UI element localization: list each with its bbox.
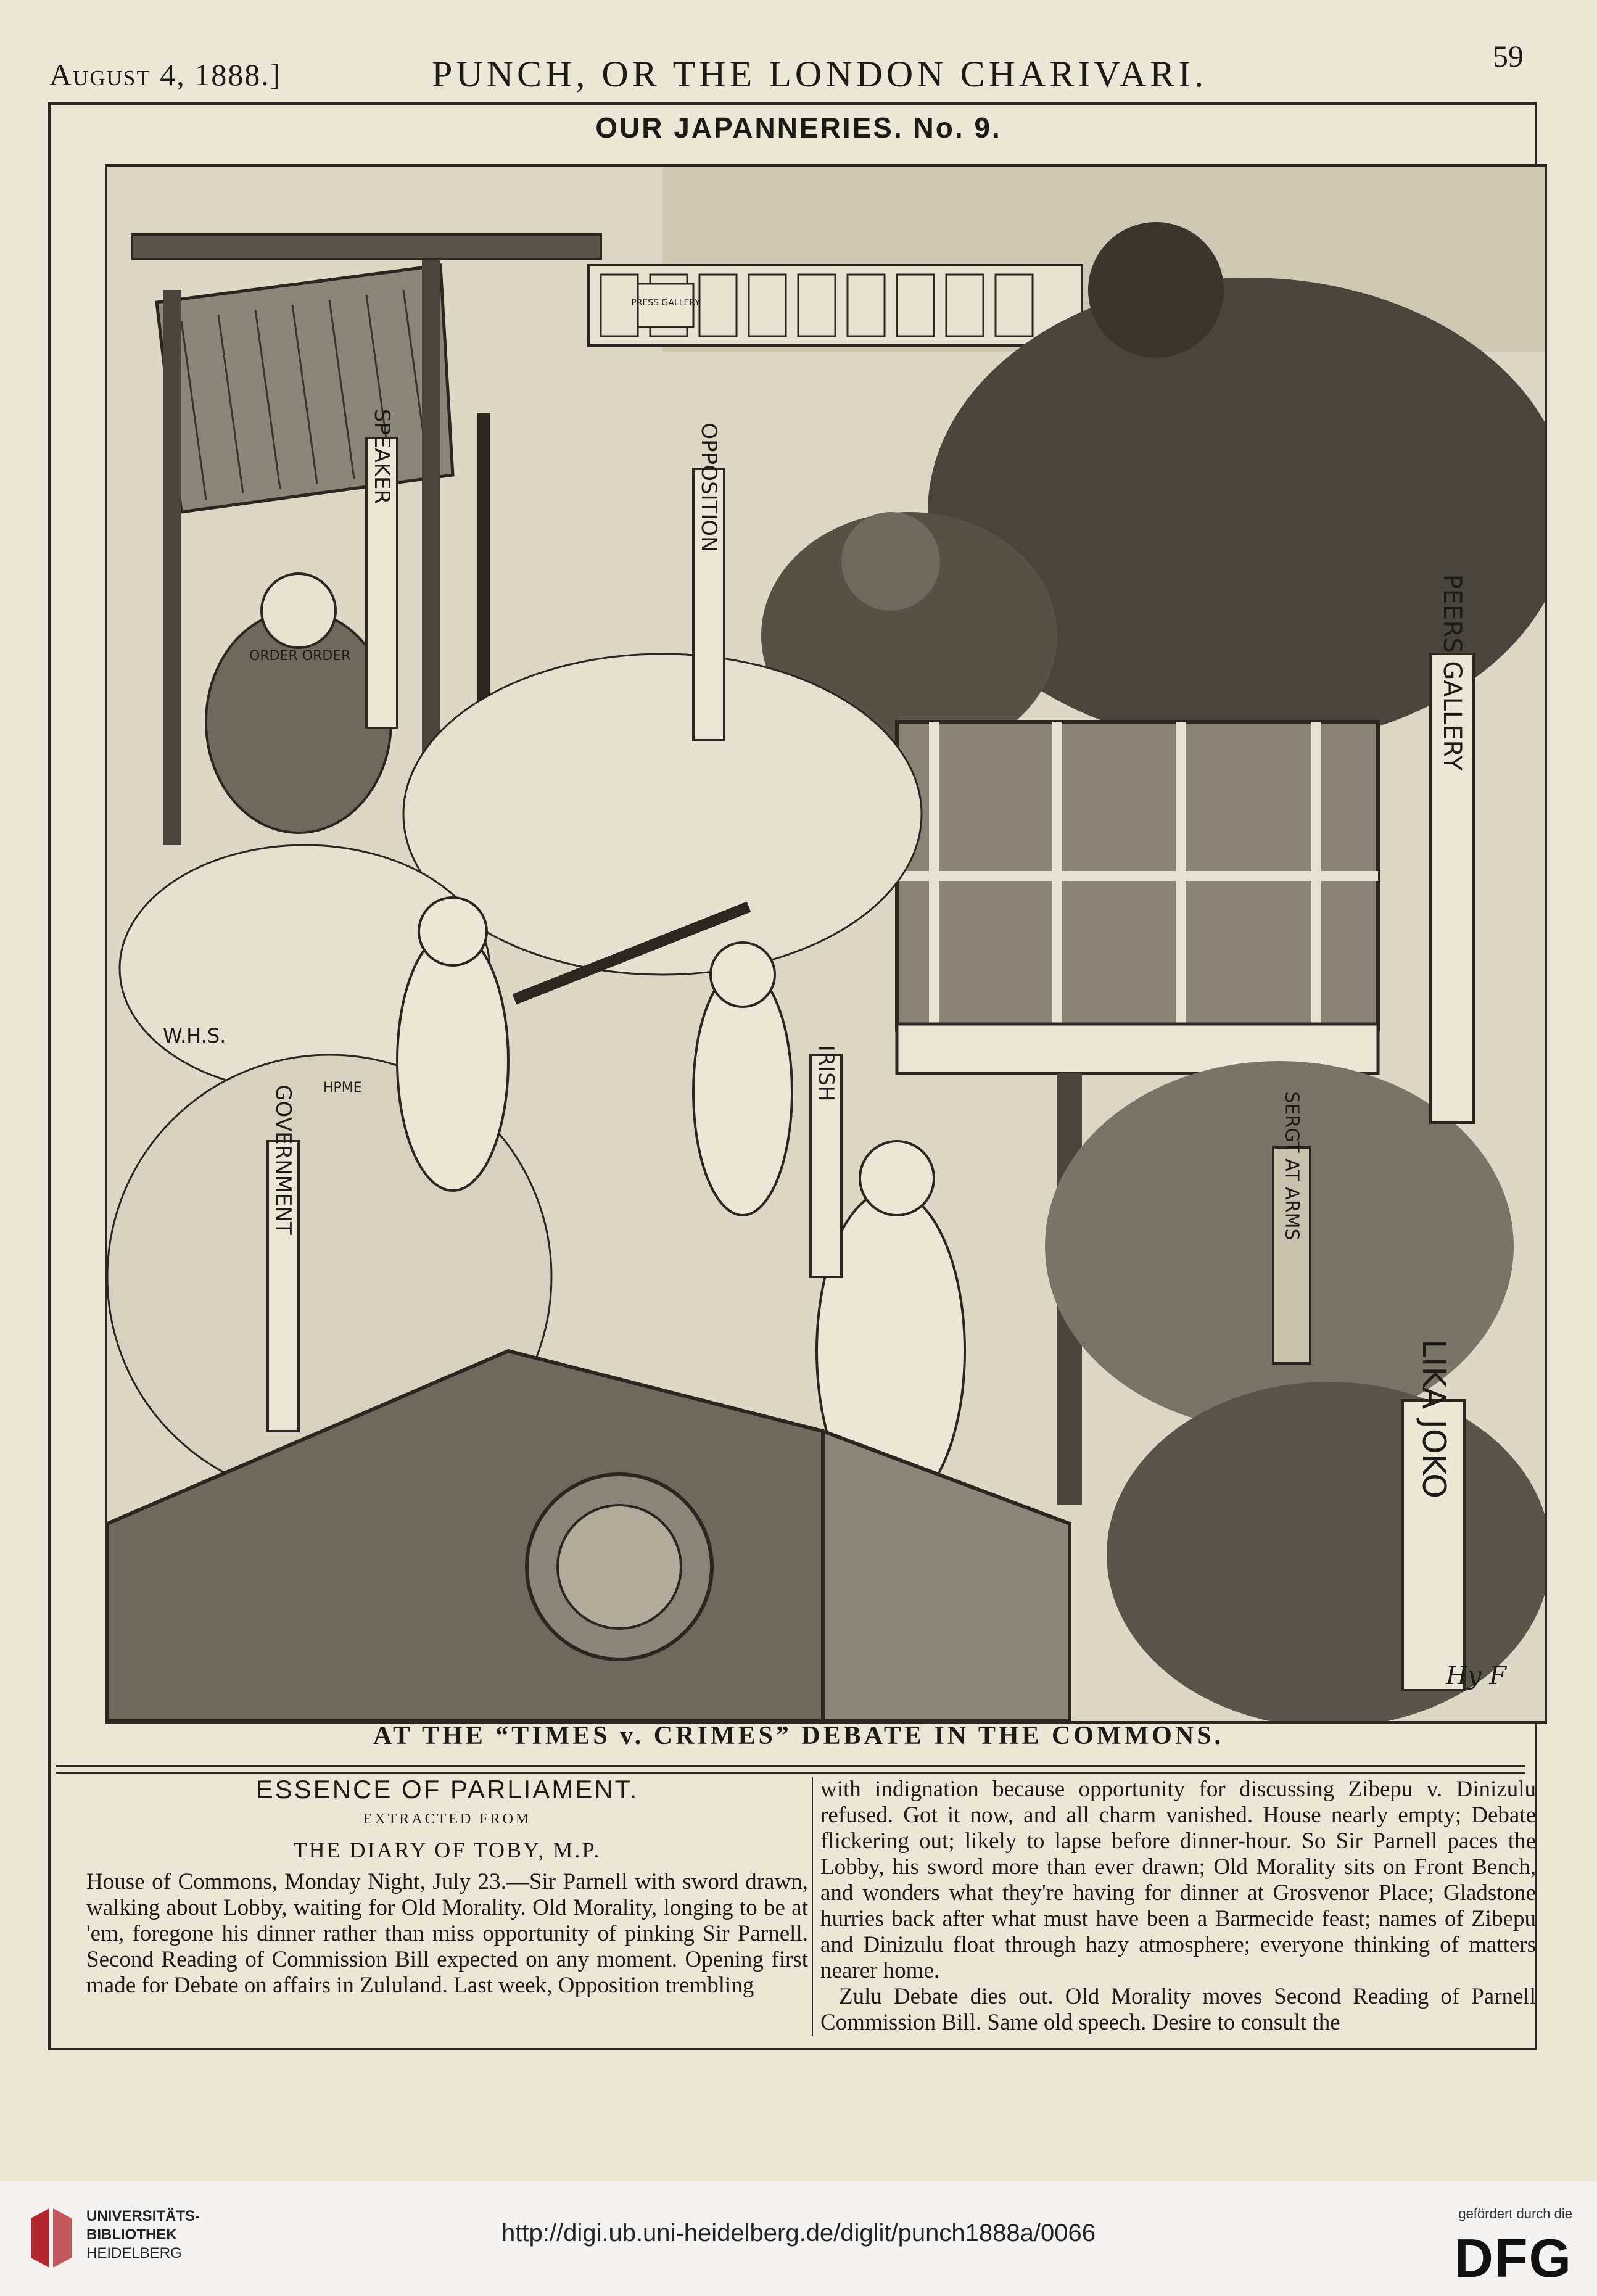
hpme-label: HPME [323, 1080, 362, 1096]
artist-signature: Hy F [1446, 1662, 1506, 1690]
whs-label: W.H.S. [163, 1024, 226, 1047]
article-subtitle: EXTRACTED FROM [363, 1811, 532, 1827]
issue-date: August 4, 1888.] [49, 57, 282, 92]
column-divider [812, 1777, 813, 2036]
cartoon-drawing [107, 167, 1545, 1721]
government-label: GOVERNMENT [271, 1084, 295, 1235]
order-label: ORDER ORDER [249, 648, 351, 664]
press-gallery-label: PRESS GALLERY [631, 298, 700, 308]
article-column-left [86, 1777, 808, 2036]
permalink-url[interactable]: http://digi.ub.uni-heidelberg.de/diglit/punch1888a/0066 [501, 2220, 1096, 2247]
dfg-logo: DFG [1454, 2228, 1572, 2289]
funded-by-label: gefördert durch die [1458, 2206, 1572, 2221]
irish-label: IRISH [814, 1045, 838, 1102]
speaker-label: SPEAKER [369, 408, 394, 505]
article-text-right-2: Zulu Debate dies out. Old Morality moves Second Reading of Parnell Commission Bill. Same old speech. Desire to consult the [820, 1984, 1536, 2035]
opposition-label: OPPOSITION [696, 423, 721, 552]
library-line-2: BIBLIOTHEK [86, 2226, 177, 2243]
cartoon-title: OUR JAPANNERIES. No. 9. [595, 112, 1002, 144]
page-header [49, 38, 1530, 94]
article-text-left: House of Commons, Monday Night, July 23.—Sir Parnell with sword drawn, walking about Lobby, waiting for Old Morality. Old Morality, longing to be at 'em, foregone his dinner rather than miss opportunity of pinking Sir Parnell. Second Reading of Commission Bill expected on any moment. Opening first made for Debate on affairs in Zululand. Last week, Opposition trembling [86, 1869, 808, 1998]
article-diary: THE DIARY OF TOBY, M.P. [293, 1838, 601, 1862]
viewer-footer [0, 2181, 1597, 2296]
library-line-3: HEIDELBERG [86, 2245, 182, 2261]
peers-gallery-label: PEERS GALLERY [1438, 574, 1466, 771]
article-text-right: with indignation because opportunity for discussing Zibepu v. Dinizulu refused. Got it now, and all charm vanished. House nearly empty; Debate flickering out; likely to lapse before dinner-hour. So Sir Parnell paces the Lobby, his sword more than ever drawn; Old Morality sits on Front Bench, and wonders what they're having for dinner at Grosvenor Place; Gladstone hurries back after what must have been a Barmecide feast; names of Zibepu and Dinizulu float through hazy atmosphere; everyone thinking of matters nearer home. [820, 1777, 1536, 1983]
cartoon-illustration [105, 164, 1547, 1724]
publication-title: PUNCH, OR THE LONDON CHARIVARI. [432, 54, 1208, 94]
caption-rule [56, 1765, 1525, 1767]
library-line-1: UNIVERSITÄTS- [86, 2208, 200, 2224]
article-title: ESSENCE OF PARLIAMENT. [255, 1775, 639, 1804]
artist-label: LIKA JOKO [1415, 1339, 1452, 1499]
caption-rule-2 [56, 1772, 1525, 1774]
serjeant-label: SERGT AT ARMS [1281, 1091, 1303, 1241]
article-column-right [820, 1777, 1536, 2036]
page-number: 59 [1493, 39, 1524, 73]
cartoon-caption: AT THE “TIMES v. CRIMES” DEBATE IN THE COMMONS. [373, 1722, 1224, 1750]
